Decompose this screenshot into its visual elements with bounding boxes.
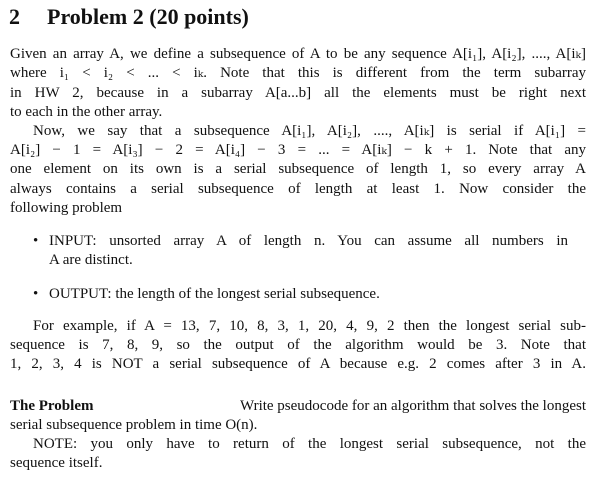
- para2-line1: Now, we say that a subsequence A[i₁], A[i₂], ...., A[iₖ] is serial if A[i₁] =: [33, 123, 586, 139]
- para2-line3: one element on its own is a serial subsequence of length 1, so every array A: [10, 161, 586, 177]
- input-line1: INPUT: unsorted array A of length n. You can assume all numbers in: [49, 233, 568, 249]
- problem-text1: Write pseudocode for an algorithm that solves the longest: [240, 398, 586, 414]
- para1-line4: to each in the other array.: [10, 104, 163, 120]
- problem-label: The Problem: [10, 398, 94, 414]
- para1-line3: in HW 2, because in a subarray A[a...b] all the elements must be right next: [10, 85, 586, 101]
- para3-line2: sequence is 7, 8, 9, so the output of the algorithm would be 3. Note that: [10, 337, 586, 353]
- note-line2: sequence itself.: [10, 455, 103, 471]
- para3-line3: 1, 2, 3, 4 is NOT a serial subsequence of A because e.g. 2 comes after 3 in A.: [10, 356, 586, 372]
- input-line2: A are distinct.: [49, 252, 133, 268]
- para1-line2: where i₁ < i₂ < ... < iₖ. Note that this is different from the term subarray: [10, 65, 586, 81]
- section-title: Problem 2 (20 points): [47, 4, 249, 29]
- section-number: 2: [9, 4, 20, 29]
- para2-line4: always contains a serial subsequence of length at least 1. Now consider the: [10, 181, 586, 197]
- problem-line2: serial subsequence problem in time O(n).: [10, 417, 258, 433]
- bullet-marker-input: •: [33, 233, 39, 249]
- bullet-marker-output: •: [33, 286, 39, 302]
- para3-line1: For example, if A = 13, 7, 10, 8, 3, 1, 20, 4, 9, 2 then the longest serial sub-: [33, 318, 586, 334]
- problem-line1: [10, 397, 586, 416]
- output-line1: OUTPUT: the length of the longest serial subsequence.: [49, 286, 380, 302]
- section-heading: [9, 4, 249, 30]
- note-line1: NOTE: you only have to return of the longest serial subsequence, not the: [33, 436, 586, 452]
- para1-line1: Given an array A, we define a subsequence of A to be any sequence A[i₁], A[i₂], ...., A[iₖ]: [10, 46, 586, 62]
- para2-line5: following problem: [10, 200, 123, 216]
- para2-line2: A[i₂] − 1 = A[i₃] − 2 = A[i₄] − 3 = ... = A[iₖ] − k + 1. Note that any: [10, 142, 586, 158]
